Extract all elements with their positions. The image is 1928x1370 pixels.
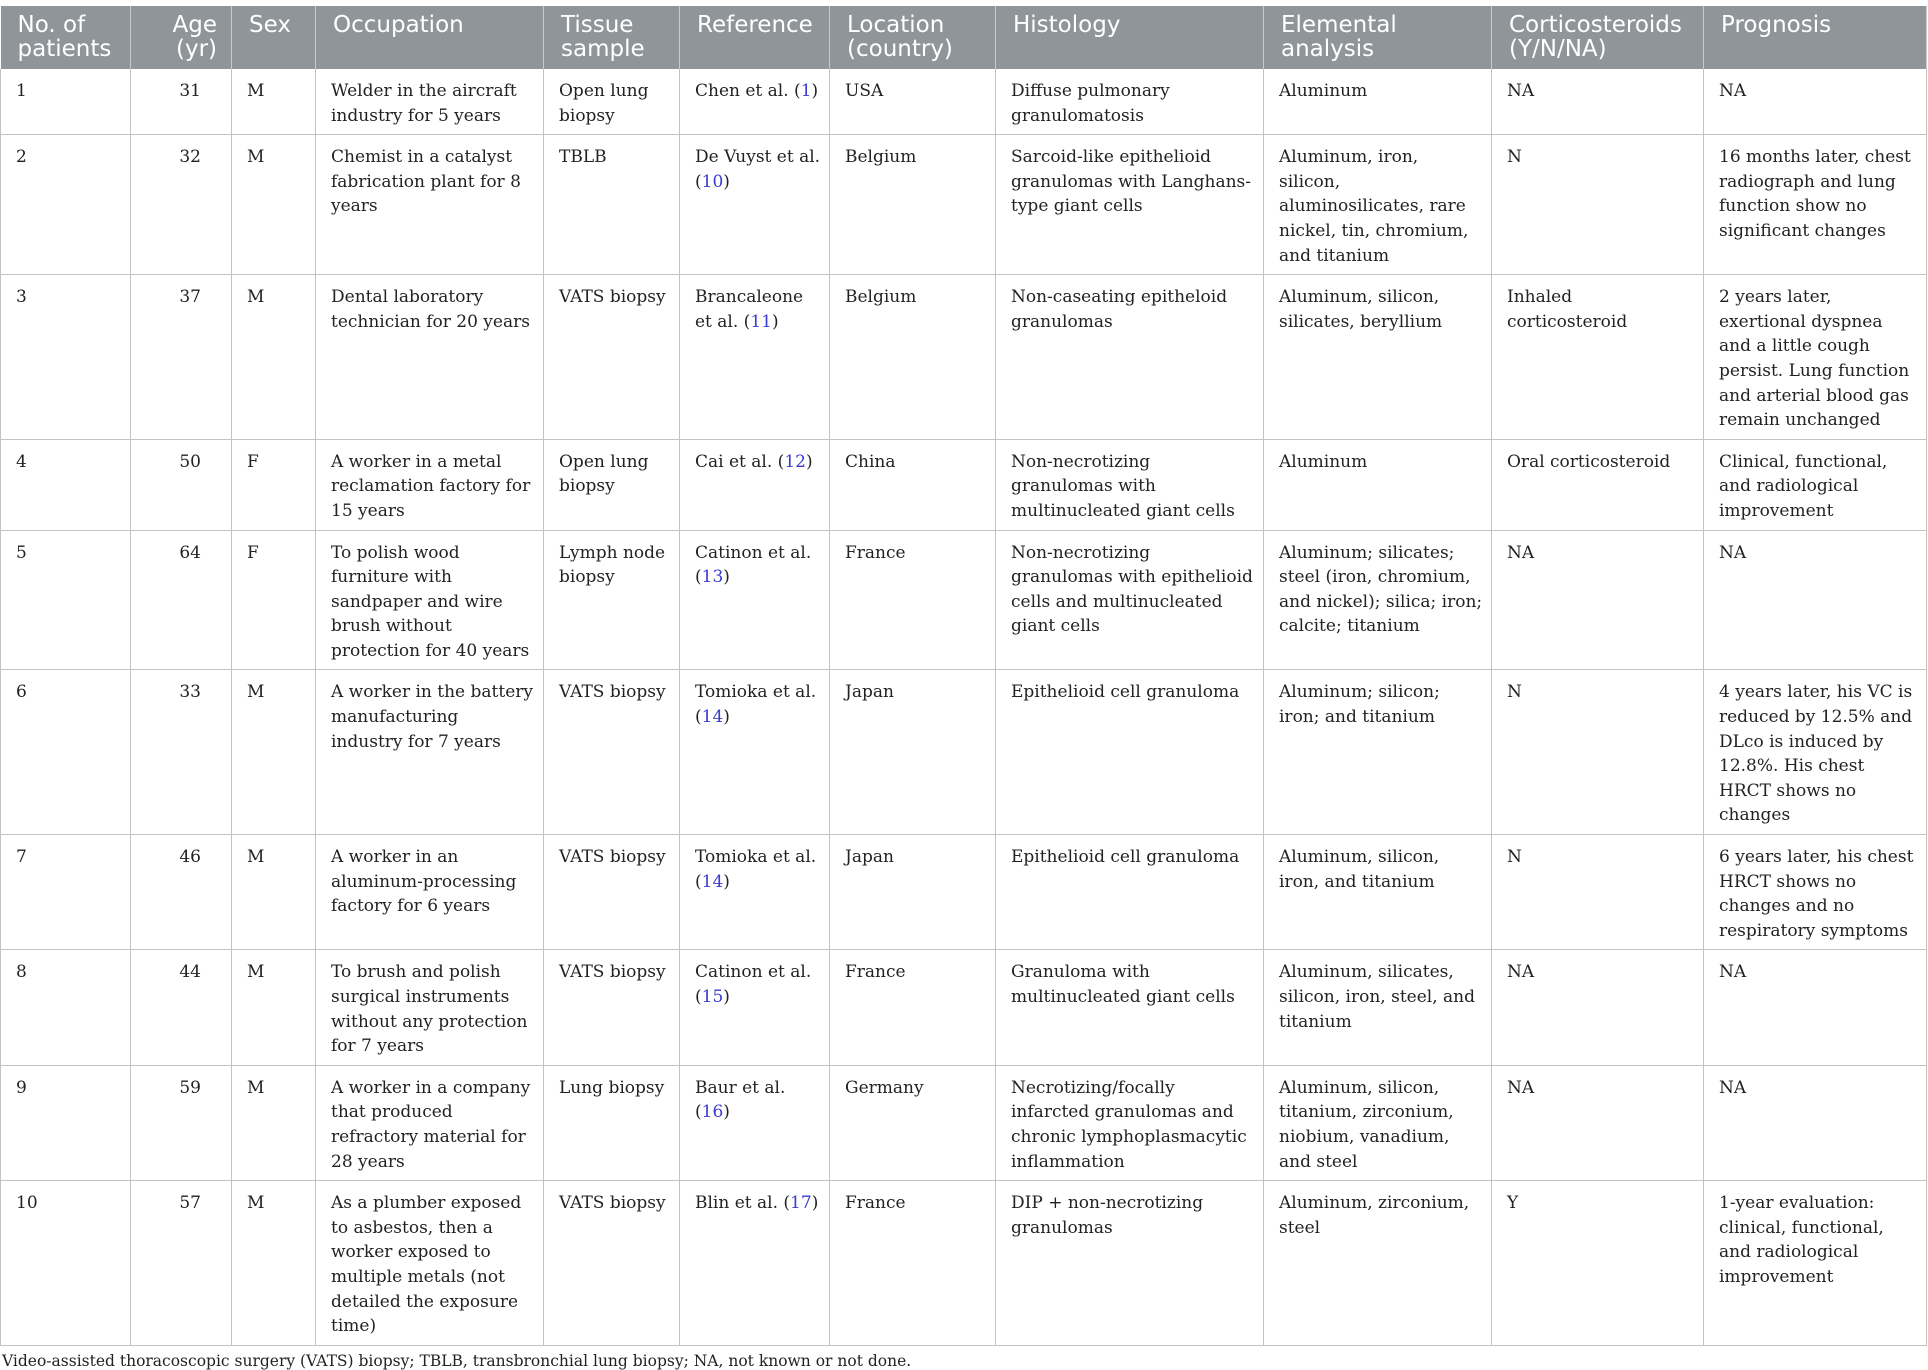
cell-occupation: To polish wood furniture with sandpaper and wire brush without protection for 40 years xyxy=(316,530,544,670)
cell-age: 31 xyxy=(131,69,232,135)
reference-link[interactable]: 11 xyxy=(750,311,772,332)
table-row xyxy=(1,1181,1927,1346)
reference-author: Cai et al. xyxy=(695,451,773,472)
cell-tissue-sample: VATS biopsy xyxy=(544,275,680,440)
reference-link[interactable]: 14 xyxy=(701,871,724,892)
header-elemental-analysis: Elemental analysis xyxy=(1264,6,1492,69)
header-reference: Reference xyxy=(680,6,830,69)
cell-prognosis: Clinical, functional, and radiological improvement xyxy=(1704,439,1927,530)
header-sex: Sex xyxy=(232,6,316,69)
cell-tissue-sample: VATS biopsy xyxy=(544,1181,680,1346)
reference-link[interactable]: 12 xyxy=(784,451,806,472)
cell-occupation: A worker in a metal reclamation factory for 15 years xyxy=(316,439,544,530)
cell-patient-no: 4 xyxy=(1,439,131,530)
cell-histology: Diffuse pulmonary granulomatosis xyxy=(996,69,1264,135)
cell-elemental-analysis: Aluminum, silicon, silicates, beryllium xyxy=(1264,275,1492,440)
reference-link[interactable]: 10 xyxy=(701,171,724,192)
cell-corticosteroids: NA xyxy=(1492,530,1704,670)
cell-tissue-sample: VATS biopsy xyxy=(544,950,680,1065)
cell-histology: Granuloma with multinucleated giant cells xyxy=(996,950,1264,1065)
cell-location: Japan xyxy=(830,670,996,835)
cell-histology: Non-caseating epitheloid granulomas xyxy=(996,275,1264,440)
cell-tissue-sample: Lymph node biopsy xyxy=(544,530,680,670)
table-row xyxy=(1,69,1927,135)
cell-age: 37 xyxy=(131,275,232,440)
table-row xyxy=(1,670,1927,835)
cell-elemental-analysis: Aluminum, iron, silicon, aluminosilicates, rare nickel, tin, chromium, and titanium xyxy=(1264,135,1492,275)
table-row xyxy=(1,835,1927,950)
cell-corticosteroids: N xyxy=(1492,135,1704,275)
patient-table xyxy=(0,6,1927,1346)
cell-elemental-analysis: Aluminum, silicon, iron, and titanium xyxy=(1264,835,1492,950)
cell-patient-no: 9 xyxy=(1,1065,131,1180)
cell-histology: Necrotizing/focally infarcted granulomas and chronic lymphoplasmacytic inflammation xyxy=(996,1065,1264,1180)
cell-tissue-sample: Open lung biopsy xyxy=(544,69,680,135)
table-row xyxy=(1,1065,1927,1180)
cell-prognosis: 4 years later, his VC is reduced by 12.5% and DLco is induced by 12.8%. His chest HRCT shows no changes xyxy=(1704,670,1927,835)
cell-patient-no: 3 xyxy=(1,275,131,440)
cell-location: France xyxy=(830,950,996,1065)
header-location: Location (country) xyxy=(830,6,996,69)
cell-corticosteroids: NA xyxy=(1492,1065,1704,1180)
header-corticosteroids: Corticosteroids (Y/N/NA) xyxy=(1492,6,1704,69)
table-row xyxy=(1,950,1927,1065)
cell-histology: Non-necrotizing granulomas with epithelioid cells and multinucleated giant cells xyxy=(996,530,1264,670)
table-row xyxy=(1,275,1927,440)
cell-reference: Baur et al. (16) xyxy=(680,1065,830,1180)
cell-location: Japan xyxy=(830,835,996,950)
cell-corticosteroids: NA xyxy=(1492,950,1704,1065)
cell-location: Belgium xyxy=(830,135,996,275)
cell-location: Germany xyxy=(830,1065,996,1180)
cell-prognosis: 2 years later, exertional dyspnea and a little cough persist. Lung function and arterial blood gas remain unchanged xyxy=(1704,275,1927,440)
cell-tissue-sample: TBLB xyxy=(544,135,680,275)
header-row xyxy=(1,6,1927,69)
reference-author: Tomioka et al. xyxy=(695,847,817,868)
reference-author: Tomioka et al. xyxy=(695,682,817,703)
cell-sex: M xyxy=(232,1181,316,1346)
cell-elemental-analysis: Aluminum xyxy=(1264,69,1492,135)
cell-corticosteroids: Y xyxy=(1492,1181,1704,1346)
reference-link[interactable]: 15 xyxy=(701,987,724,1007)
cell-age: 46 xyxy=(131,835,232,950)
cell-age: 64 xyxy=(131,530,232,670)
cell-reference: Catinon et al. (13) xyxy=(680,530,830,670)
cell-sex: M xyxy=(232,950,316,1065)
reference-author: Baur et al. xyxy=(695,1077,786,1098)
reference-author: Brancaleone et al. xyxy=(695,287,804,332)
cell-prognosis: NA xyxy=(1704,1065,1927,1180)
cell-histology: Epithelioid cell granuloma xyxy=(996,835,1264,950)
cell-prognosis: 6 years later, his chest HRCT shows no changes and no respiratory symptoms xyxy=(1704,835,1927,950)
cell-tissue-sample: Open lung biopsy xyxy=(544,439,680,530)
cell-location: Belgium xyxy=(830,275,996,440)
cell-age: 57 xyxy=(131,1181,232,1346)
cell-reference: Tomioka et al. (14) xyxy=(680,670,830,835)
reference-author: De Vuyst et al. xyxy=(695,147,821,168)
header-no-of-patients: No. of patients xyxy=(1,6,131,69)
table-footnote: Video-assisted thoracoscopic surgery (VATS) biopsy; TBLB, transbronchial lung biopsy; NA, not known or not done. xyxy=(2,1351,912,1370)
cell-occupation: A worker in a company that produced refractory material for 28 years xyxy=(316,1065,544,1180)
table-body xyxy=(1,69,1927,1345)
cell-occupation: A worker in the battery manufacturing industry for 7 years xyxy=(316,670,544,835)
cell-sex: M xyxy=(232,69,316,135)
cell-reference: Tomioka et al. (14) xyxy=(680,835,830,950)
cell-reference: Blin et al. (17) xyxy=(680,1181,830,1346)
cell-occupation: Dental laboratory technician for 20 years xyxy=(316,275,544,440)
cell-reference: Chen et al. (1) xyxy=(680,69,830,135)
cell-prognosis: 16 months later, chest radiograph and lung function show no significant changes xyxy=(1704,135,1927,275)
cell-tissue-sample: Lung biopsy xyxy=(544,1065,680,1180)
cell-location: USA xyxy=(830,69,996,135)
cell-sex: M xyxy=(232,670,316,835)
header-tissue-sample: Tissue sample xyxy=(544,6,680,69)
cell-reference: Cai et al. (12) xyxy=(680,439,830,530)
cell-sex: M xyxy=(232,135,316,275)
cell-sex: M xyxy=(232,1065,316,1180)
cell-histology: DIP + non-necrotizing granulomas xyxy=(996,1181,1264,1346)
cell-age: 50 xyxy=(131,439,232,530)
header-age: Age (yr) xyxy=(131,6,232,69)
cell-corticosteroids: Oral corticosteroid xyxy=(1492,439,1704,530)
cell-prognosis: NA xyxy=(1704,950,1927,1065)
cell-location: China xyxy=(830,439,996,530)
cell-age: 33 xyxy=(131,670,232,835)
reference-author: Chen et al. xyxy=(695,81,789,101)
cell-elemental-analysis: Aluminum; silicates; steel (iron, chromium, and nickel); silica; iron; calcite; titanium xyxy=(1264,530,1492,670)
header-prognosis: Prognosis xyxy=(1704,6,1927,69)
header-histology: Histology xyxy=(996,6,1264,69)
reference-link[interactable]: 1 xyxy=(800,81,812,101)
cell-occupation: As a plumber exposed to asbestos, then a worker exposed to multiple metals (not detailed the exposure time) xyxy=(316,1181,544,1346)
cell-patient-no: 1 xyxy=(1,69,131,135)
cell-occupation: A worker in an aluminum-processing factory for 6 years xyxy=(316,835,544,950)
cell-tissue-sample: VATS biopsy xyxy=(544,835,680,950)
table-row xyxy=(1,530,1927,670)
reference-link[interactable]: 17 xyxy=(790,1193,812,1214)
cell-patient-no: 6 xyxy=(1,670,131,835)
table-row xyxy=(1,439,1927,530)
cell-patient-no: 2 xyxy=(1,135,131,275)
cell-histology: Epithelioid cell granuloma xyxy=(996,670,1264,835)
cell-elemental-analysis: Aluminum, silicates, silicon, iron, steel, and titanium xyxy=(1264,950,1492,1065)
cell-histology: Sarcoid-like epithelioid granulomas with Langhans-type giant cells xyxy=(996,135,1264,275)
table-row xyxy=(1,135,1927,275)
cell-prognosis: NA xyxy=(1704,69,1927,135)
cell-sex: F xyxy=(232,439,316,530)
cell-occupation: Welder in the aircraft industry for 5 years xyxy=(316,69,544,135)
cell-occupation: To brush and polish surgical instruments without any protection for 7 years xyxy=(316,950,544,1065)
cell-age: 32 xyxy=(131,135,232,275)
reference-link[interactable]: 13 xyxy=(701,567,724,588)
cell-histology: Non-necrotizing granulomas with multinucleated giant cells xyxy=(996,439,1264,530)
cell-prognosis: 1-year evaluation: clinical, functional, and radiological improvement xyxy=(1704,1181,1927,1346)
cell-corticosteroids: N xyxy=(1492,835,1704,950)
cell-sex: F xyxy=(232,530,316,670)
cell-reference: Brancaleone et al. (11) xyxy=(680,275,830,440)
cell-corticosteroids: N xyxy=(1492,670,1704,835)
cell-occupation: Chemist in a catalyst fabrication plant for 8 years xyxy=(316,135,544,275)
cell-prognosis: NA xyxy=(1704,530,1927,670)
table-header xyxy=(1,6,1927,69)
cell-age: 59 xyxy=(131,1065,232,1180)
cell-tissue-sample: VATS biopsy xyxy=(544,670,680,835)
cell-elemental-analysis: Aluminum; silicon; iron; and titanium xyxy=(1264,670,1492,835)
reference-link[interactable]: 14 xyxy=(701,707,724,728)
reference-author: Catinon et al. xyxy=(695,962,812,983)
header-occupation: Occupation xyxy=(316,6,544,69)
cell-corticosteroids: Inhaled corticosteroid xyxy=(1492,275,1704,440)
cell-patient-no: 5 xyxy=(1,530,131,670)
reference-link[interactable]: 16 xyxy=(701,1102,724,1123)
cell-corticosteroids: NA xyxy=(1492,69,1704,135)
reference-author: Catinon et al. xyxy=(695,542,812,563)
cell-patient-no: 7 xyxy=(1,835,131,950)
cell-location: France xyxy=(830,530,996,670)
reference-author: Blin et al. xyxy=(695,1193,778,1214)
cell-sex: M xyxy=(232,275,316,440)
cell-patient-no: 8 xyxy=(1,950,131,1065)
cell-location: France xyxy=(830,1181,996,1346)
cell-reference: De Vuyst et al. (10) xyxy=(680,135,830,275)
cell-sex: M xyxy=(232,835,316,950)
cell-patient-no: 10 xyxy=(1,1181,131,1346)
cell-age: 44 xyxy=(131,950,232,1065)
cell-reference: Catinon et al. (15) xyxy=(680,950,830,1065)
cell-elemental-analysis: Aluminum, silicon, titanium, zirconium, niobium, vanadium, and steel xyxy=(1264,1065,1492,1180)
cell-elemental-analysis: Aluminum, zirconium, steel xyxy=(1264,1181,1492,1346)
cell-elemental-analysis: Aluminum xyxy=(1264,439,1492,530)
